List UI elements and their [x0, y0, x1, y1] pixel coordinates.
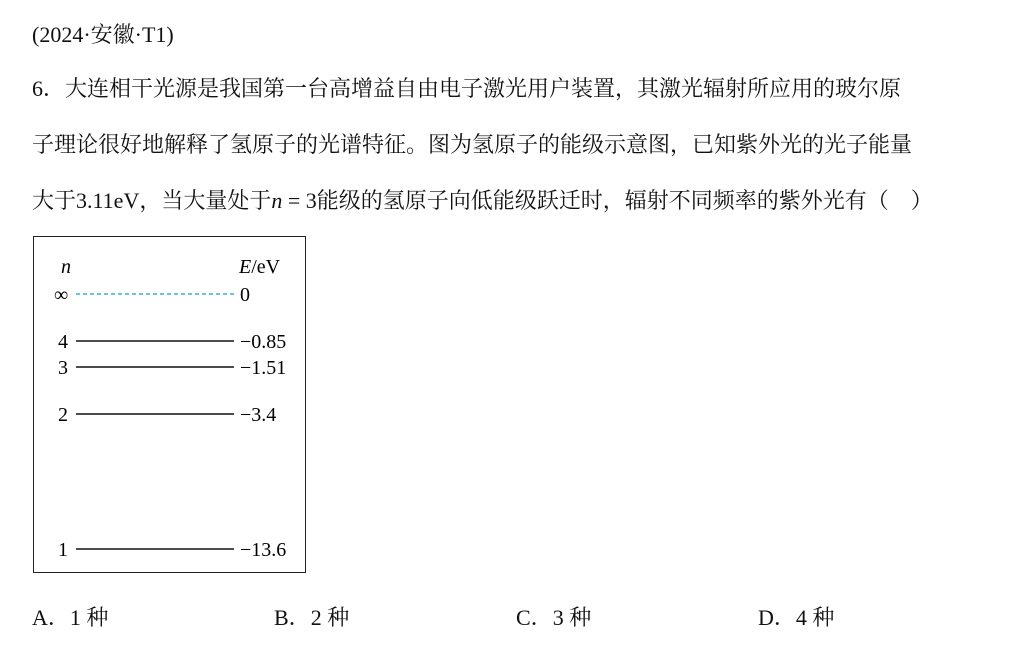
equals-value: = 3: [282, 188, 317, 213]
stem-text-3b: 能级的氢原子向低能级跃迁时，辐射不同频率的紫外光有（ ）: [316, 188, 933, 213]
option-a[interactable]: [32, 601, 108, 632]
energy-var: E: [239, 256, 252, 278]
level-4-n-label: 4: [58, 331, 68, 353]
option-d[interactable]: [758, 601, 834, 632]
stem-text-1: 大连相干光源是我国第一台高增益自由电子激光用户装置，其激光辐射所应用的玻尔原: [65, 76, 902, 101]
n-column-header: n: [61, 256, 71, 278]
level-2-energy-label: −3.4: [240, 404, 277, 426]
stem-text-3a: 大于3.11eV，当大量处于: [32, 188, 272, 213]
stem-text-2: 子理论很好地解释了氢原子的光谱特征。图为氢原子的能级示意图，已知紫外光的光子能量: [32, 132, 913, 157]
variable-n: n: [271, 188, 283, 213]
option-c[interactable]: [516, 601, 591, 632]
energy-level-diagram: [33, 236, 306, 573]
option-c-text: 3 种: [552, 605, 592, 630]
level-2-n-label: 2: [58, 404, 68, 426]
option-b-label: B．: [274, 605, 311, 630]
level-4-energy-label: −0.85: [240, 331, 287, 353]
option-a-text: 1 种: [69, 605, 109, 630]
question-number: 6．: [32, 76, 66, 101]
level-3-n-label: 3: [58, 357, 68, 379]
level-1-n-label: 1: [58, 539, 68, 561]
level-1-energy-label: −13.6: [240, 539, 287, 561]
question-source: (2024·安徽·T1): [32, 22, 174, 47]
option-d-label: D．: [758, 605, 796, 630]
energy-level-svg: [34, 237, 307, 574]
question-stem-line-3: [32, 184, 933, 215]
option-b-text: 2 种: [310, 605, 350, 630]
option-d-text: 4 种: [795, 605, 835, 630]
option-a-label: A．: [32, 605, 70, 630]
question-stem-line-2: [32, 128, 912, 159]
level-3-energy-label: −1.51: [240, 357, 287, 379]
energy-column-header: [238, 256, 281, 278]
energy-unit: /eV: [251, 256, 281, 278]
question-stem-line-1: [32, 72, 901, 103]
level-infinity-n-label: ∞: [54, 284, 69, 306]
option-b[interactable]: [274, 601, 349, 632]
level-infinity-energy-label: 0: [240, 284, 250, 306]
energy-levels: [54, 284, 286, 561]
option-c-label: C．: [516, 605, 553, 630]
